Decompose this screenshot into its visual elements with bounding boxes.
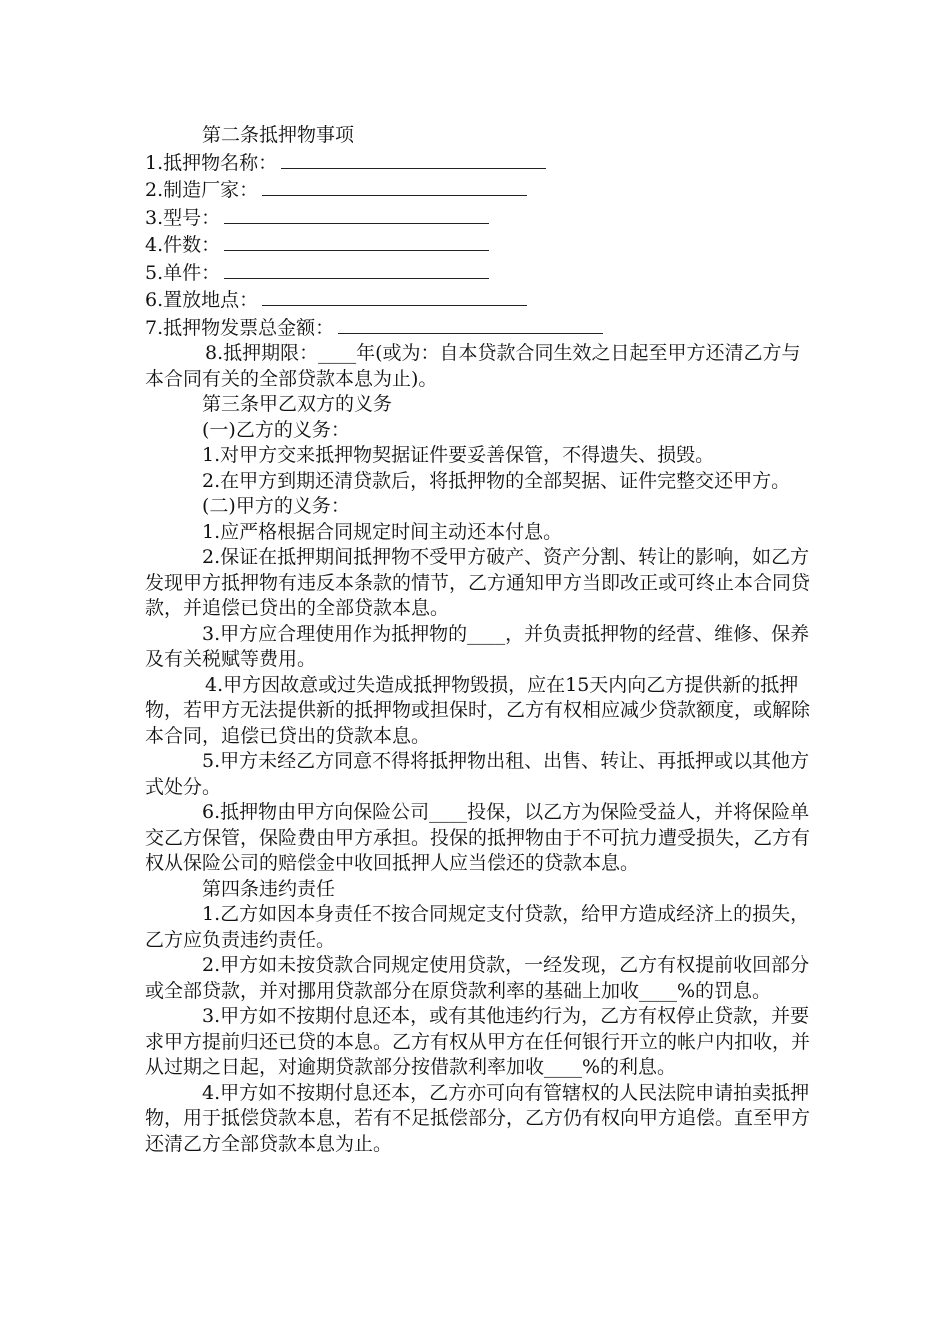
party-a-duty-item: 2.保证在抵押期间抵押物不受甲方破产、资产分割、转让的影响，如乙方发现甲方抵押物有违反本条款的情节，乙方通知甲方当即改正或可终止本合同贷款，并追偿已贷出的全部贷款本息。 [145, 546, 811, 619]
field-label: 1.抵押物名称： [145, 151, 278, 174]
field-label: 3.型号： [145, 206, 221, 229]
field-label: 4.件数： [145, 234, 221, 256]
field-label: 6.置放地点： [145, 289, 259, 311]
fill-blank-line [262, 176, 527, 196]
party-a-duties-heading: (二)甲方的义务： [202, 495, 350, 517]
party-a-duty-item: 4.甲方因故意或过失造成抵押物毁损，应在15天内向乙方提供新的抵押物，若甲方无法提供新的抵押物或担保时，乙方有权相应减少贷款额度，或解除本合同，追偿已贷出的贷款本息。 [145, 673, 811, 747]
field-label: 7.抵押物发票总金额： [145, 316, 335, 339]
field-manufacturer [145, 176, 810, 204]
fill-blank-line [224, 231, 489, 251]
party-a-duty-item: 6.抵押物由甲方向保险公司____投保，以乙方为保险受益人，并将保险单交乙方保管，保险费由甲方承担。投保的抵押物由于不可抗力遭受损失，乙方有权从保险公司的赔偿金中收回抵押人应当偿还的贷款本息。 [145, 801, 811, 874]
document-body [145, 123, 810, 1157]
party-b-duty-item: 1.对甲方交来抵押物契据证件要妥善保管，不得遗失、损毁。 [202, 444, 715, 466]
field-unit [145, 259, 810, 287]
field-location [145, 286, 810, 314]
field-label: 2.制造厂家： [145, 179, 259, 201]
field-quantity [145, 231, 810, 259]
section-4-heading: 第四条违约责任 [202, 877, 336, 900]
section-2-heading: 第二条抵押物事项 [202, 124, 355, 146]
field-invoice-amount [145, 314, 810, 342]
party-a-duty-item: 5.甲方未经乙方同意不得将抵押物出租、出售、转让、再抵押或以其他方式处分。 [145, 750, 810, 798]
party-b-duties-heading: (一)乙方的义务： [202, 418, 350, 441]
mortgage-term: 8.抵押期限：____年(或为：自本贷款合同生效之日起至甲方还清乙方与本合同有关的全部贷款本息为止)。 [145, 342, 801, 390]
liability-item: 2.甲方如未按贷款合同规定使用贷款，一经发现，乙方有权提前收回部分或全部贷款，并对挪用贷款部分在原贷款利率的基础上加收____%的罚息。 [145, 954, 810, 1002]
liability-item: 3.甲方如不按期付息还本，或有其他违约行为，乙方有权停止贷款，并要求甲方提前归还已贷的本息。乙方有权从甲方在任何银行开立的帐户内扣收，并从过期之日起，对逾期贷款部分按借款利率加收____%的利息。 [145, 1005, 811, 1078]
section-3-heading: 第三条甲乙双方的义务 [202, 393, 393, 415]
fill-blank-line [281, 149, 546, 169]
liability-item: 4.甲方如不按期付息还本，乙方亦可向有管辖权的人民法院申请拍卖抵押物，用于抵偿贷款本息，若有不足抵偿部分，乙方仍有权向甲方追偿。直至甲方还清乙方全部贷款本息为止。 [145, 1081, 811, 1155]
fill-blank-line [224, 259, 489, 279]
party-a-duty-item: 1.应严格根据合同规定时间主动还本付息。 [202, 520, 563, 543]
party-b-duty-item: 2.在甲方到期还清贷款后，将抵押物的全部契据、证件完整交还甲方。 [202, 469, 791, 492]
field-model [145, 204, 810, 232]
party-a-duty-item: 3.甲方应合理使用作为抵押物的____，并负责抵押物的经营、维修、保养及有关税赋等费用。 [145, 622, 810, 670]
fill-blank-line [224, 204, 489, 224]
fill-blank-line [262, 286, 527, 306]
field-collateral-name [145, 149, 810, 177]
fill-blank-line [338, 314, 603, 334]
liability-item: 1.乙方如因本身责任不按合同规定支付贷款，给甲方造成经济上的损失，乙方应负责违约责任。 [145, 903, 810, 951]
field-label: 5.单件： [145, 261, 221, 284]
